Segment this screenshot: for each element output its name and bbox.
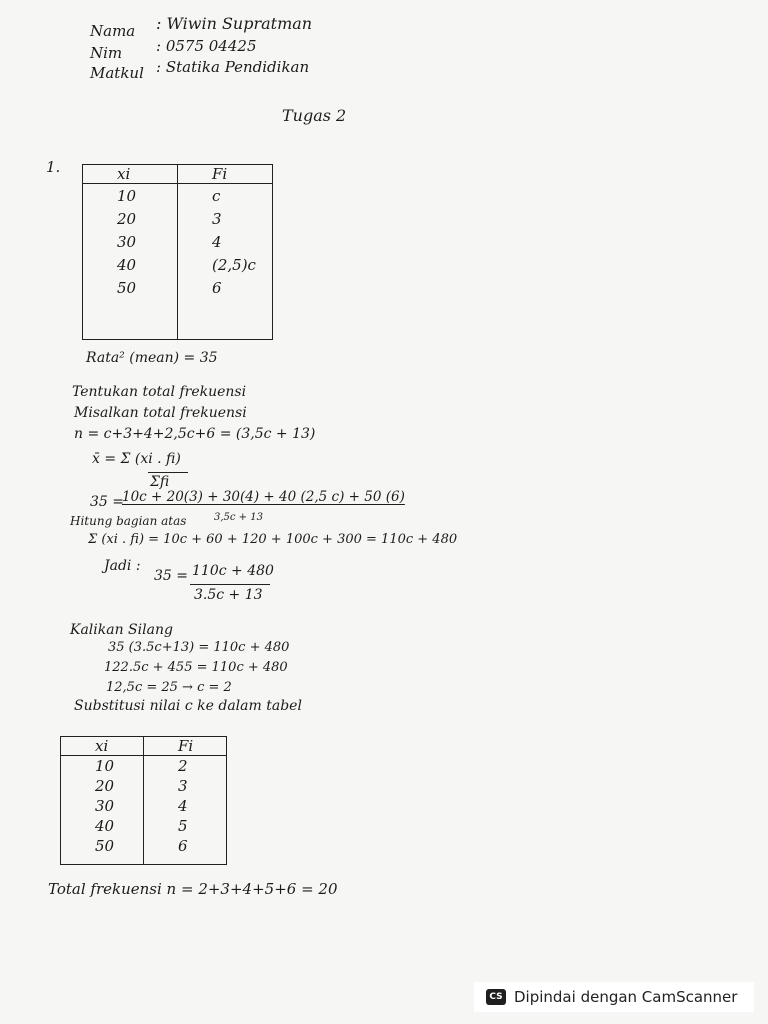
table-cell: 50 [83,276,178,299]
problem-number: 1. [46,158,61,176]
work-line: Jadi : [104,558,141,574]
table-cell: 30 [61,796,144,816]
table-cell: 4 [178,230,273,253]
table-cell: 6 [178,276,273,299]
table-row [61,796,227,816]
table-row-empty [61,856,227,865]
table-header-xi: xi [61,737,144,756]
table-row [61,756,227,777]
table-row [83,184,273,208]
frequency-table-initial [82,164,273,340]
camscanner-logo-icon: CS [486,989,506,1005]
table-header-fi: Fi [144,737,227,756]
table-header-xi: xi [83,165,178,184]
equation-numerator: 110c + 480 [192,563,274,579]
equation-lhs: 35 = [154,568,188,584]
table-row [61,776,227,796]
table-row [83,253,273,276]
work-line: 12,5c = 25 → c = 2 [106,680,232,695]
camscanner-watermark [474,982,754,1012]
work-line: Σ (xi . fi) = 10c + 60 + 120 + 100c + 300 = 110c + 480 [88,532,458,547]
table-row [83,230,273,253]
frequency-table-final [60,736,227,865]
table-cell-empty [144,856,227,865]
work-line: 35 (3.5c+13) = 110c + 480 [108,640,290,655]
work-line: Hitung bagian atas [70,514,187,528]
table-cell: 10 [61,756,144,777]
table-cell-empty [83,299,178,340]
equation-denominator: 3,5c + 13 [214,512,263,523]
table-header-fi: Fi [178,165,273,184]
table-row [61,816,227,836]
work-line: Kalikan Silang [70,622,173,638]
table-cell: 50 [61,836,144,856]
table-cell: 5 [144,816,227,836]
page-title: Tugas 2 [282,106,347,125]
table-cell: c [178,184,273,208]
total-frequency-line: Total frekuensi n = 2+3+4+5+6 = 20 [48,880,338,898]
table-cell: 4 [144,796,227,816]
table-cell: 40 [83,253,178,276]
table-cell-empty [61,856,144,865]
table-row [83,276,273,299]
equation-lhs: 35 = [90,494,124,510]
table-row [83,207,273,230]
table-header-row [61,737,227,756]
nim-value: : 0575 04425 [156,37,257,55]
table-cell: 40 [61,816,144,836]
work-line: Misalkan total frekuensi [74,405,247,421]
fraction-line [190,584,270,585]
work-line: Substitusi nilai c ke dalam tabel [74,698,302,714]
camscanner-text: Dipindai dengan CamScanner [514,988,738,1006]
table-cell: 3 [178,207,273,230]
table-cell: 10 [83,184,178,208]
table-cell: 30 [83,230,178,253]
mean-formula-denominator: Σfi [150,474,170,490]
table-cell: 2 [144,756,227,777]
equation-numerator: 10c + 20(3) + 30(4) + 40 (2,5 c) + 50 (6) [122,489,405,505]
nama-value: : Wiwin Supratman [156,14,313,33]
table-cell-empty [178,299,273,340]
work-line: Tentukan total frekuensi [72,384,247,400]
equation-denominator: 3.5c + 13 [194,587,263,603]
nim-label: Nim [90,44,123,62]
table-cell: (2,5)c [178,253,273,276]
matkul-label: Matkul [90,64,144,82]
table-row [61,836,227,856]
fraction-line [148,472,188,473]
table-cell: 20 [61,776,144,796]
work-line: 122.5c + 455 = 110c + 480 [104,660,288,675]
mean-formula-numerator: x̄ = Σ (xi . fi) [92,451,181,467]
table-row-empty [83,299,273,340]
table-header-row [83,165,273,184]
table-cell: 20 [83,207,178,230]
table-cell: 3 [144,776,227,796]
mean-line: Rata² (mean) = 35 [86,350,218,366]
table-cell: 6 [144,836,227,856]
work-line: n = c+3+4+2,5c+6 = (3,5c + 13) [74,426,316,442]
nama-label: Nama [90,22,136,40]
matkul-value: : Statika Pendidikan [156,58,310,76]
